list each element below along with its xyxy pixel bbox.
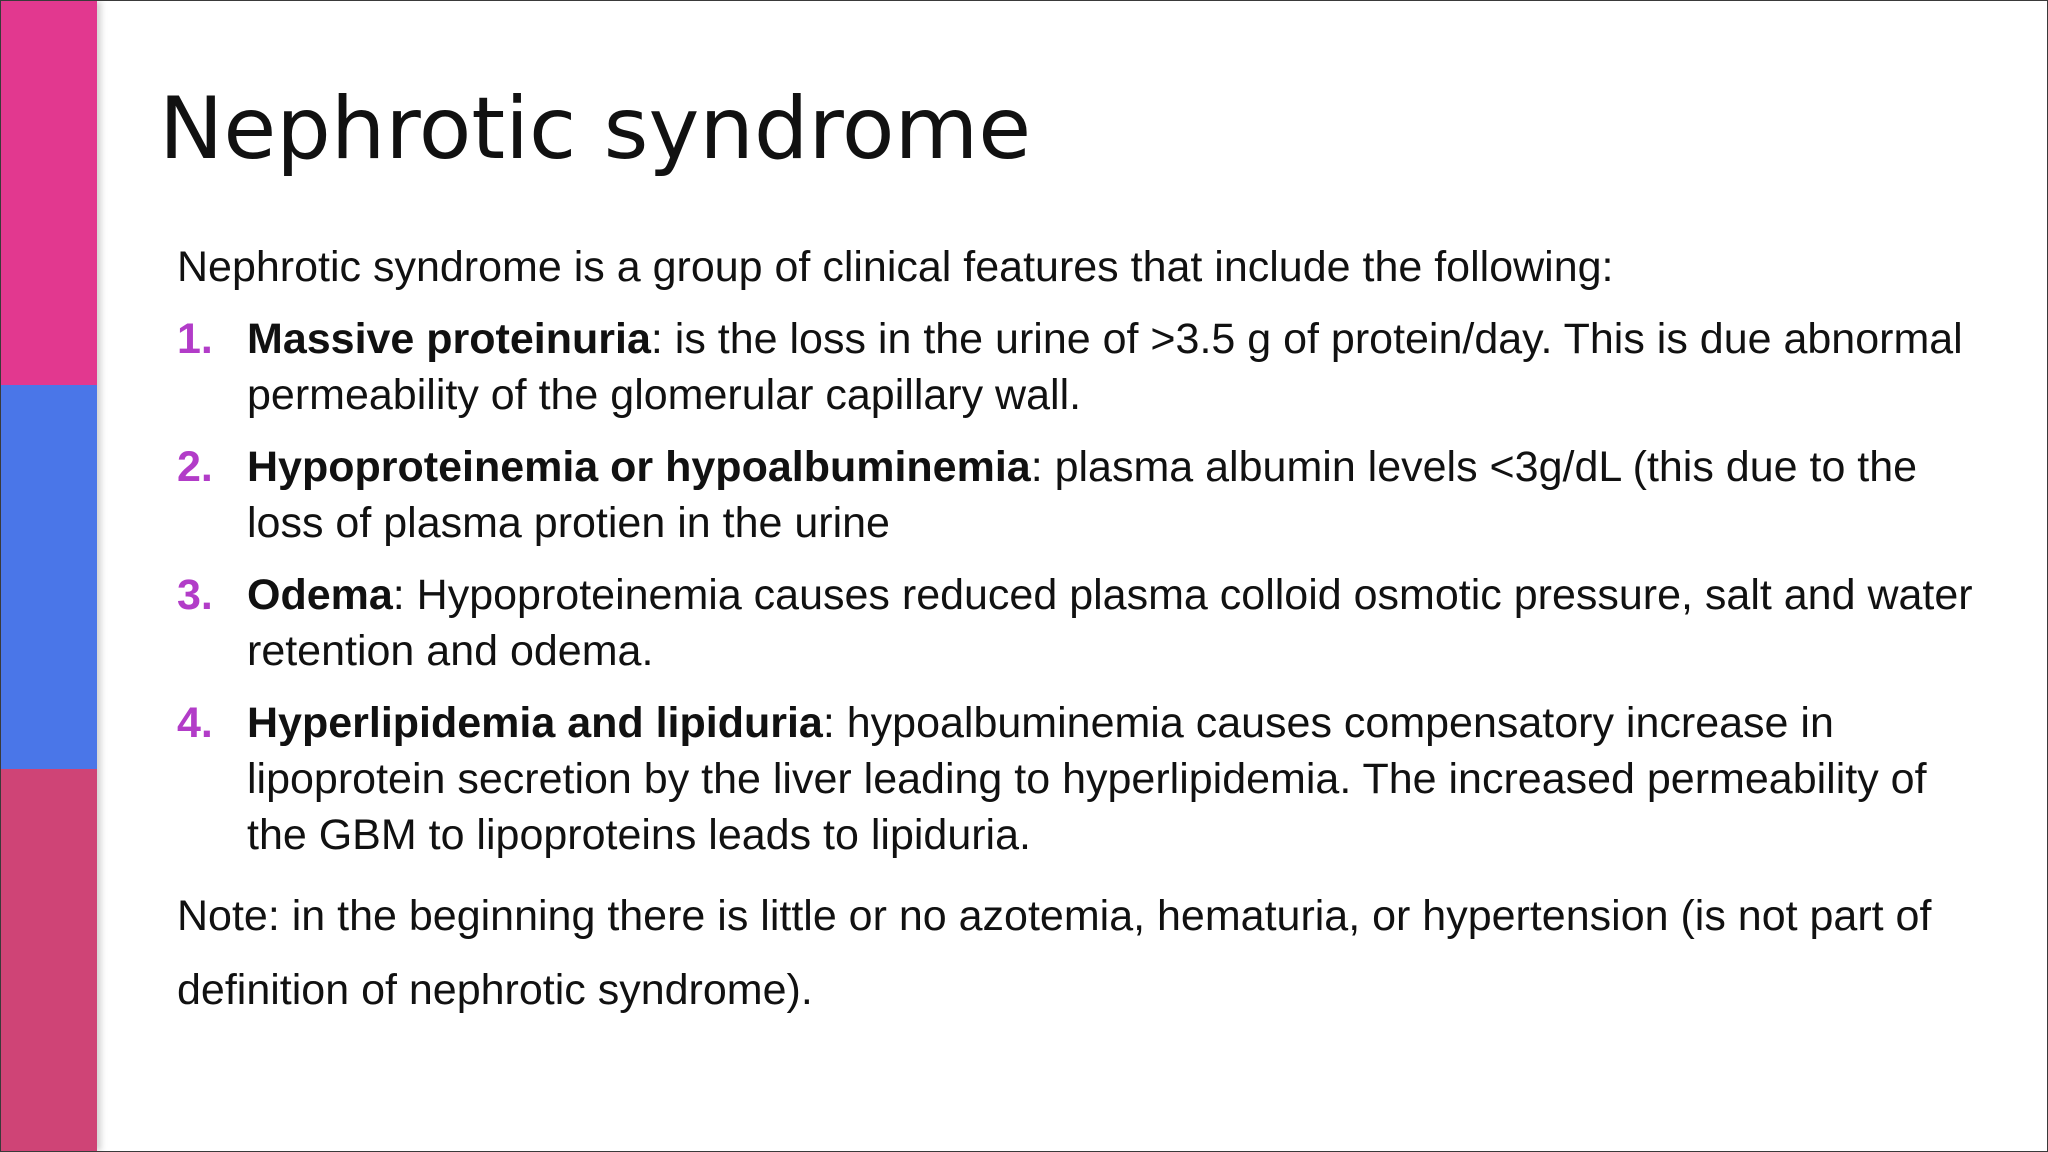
list-item [177,311,1997,423]
note-text: Note: in the beginning there is little or no azotemia, hematuria, or hypertension (is not part of definition of nephrotic syndrome). [177,892,1932,1014]
list-item [177,695,1997,863]
intro-text: Nephrotic syndrome is a group of clinical features that include the following: [177,243,1614,291]
list-text: : plasma albumin levels <3g/dL (this due to the loss of plasma protien in the urine [247,443,1918,547]
list-text: : is the loss in the urine of >3.5 g of protein/day. This is due abnormal permeability of the glomerular capillary wall. [247,315,1963,419]
list-item [177,567,1997,679]
list-number: 4. [177,699,213,747]
list-term: Odema [247,571,393,619]
list-term: Hypoproteinemia or hypoalbuminemia [247,443,1031,491]
feature-list [177,311,1997,863]
list-term: Hyperlipidemia and lipiduria [247,699,823,747]
list-number: 2. [177,443,213,491]
list-item [177,439,1997,551]
side-bar-pink-segment [1,1,97,385]
list-number: 3. [177,571,213,619]
list-term: Massive proteinuria [247,315,651,363]
side-bar-rose-segment [1,769,97,1152]
slide-title: Nephrotic syndrome [159,79,1032,179]
list-text: : hypoalbuminemia causes compensatory increase in lipoprotein secretion by the liver leading to hyperlipidemia. The increased permeability of the GBM to lipoproteins leads to lipiduria. [247,699,1927,859]
side-color-bar [1,1,97,1151]
slide-content [177,237,1997,1027]
list-text: : Hypoproteinemia causes reduced plasma colloid osmotic pressure, salt and water retention and odema. [247,571,1973,675]
side-bar-blue-segment [1,385,97,769]
list-number: 1. [177,315,213,363]
